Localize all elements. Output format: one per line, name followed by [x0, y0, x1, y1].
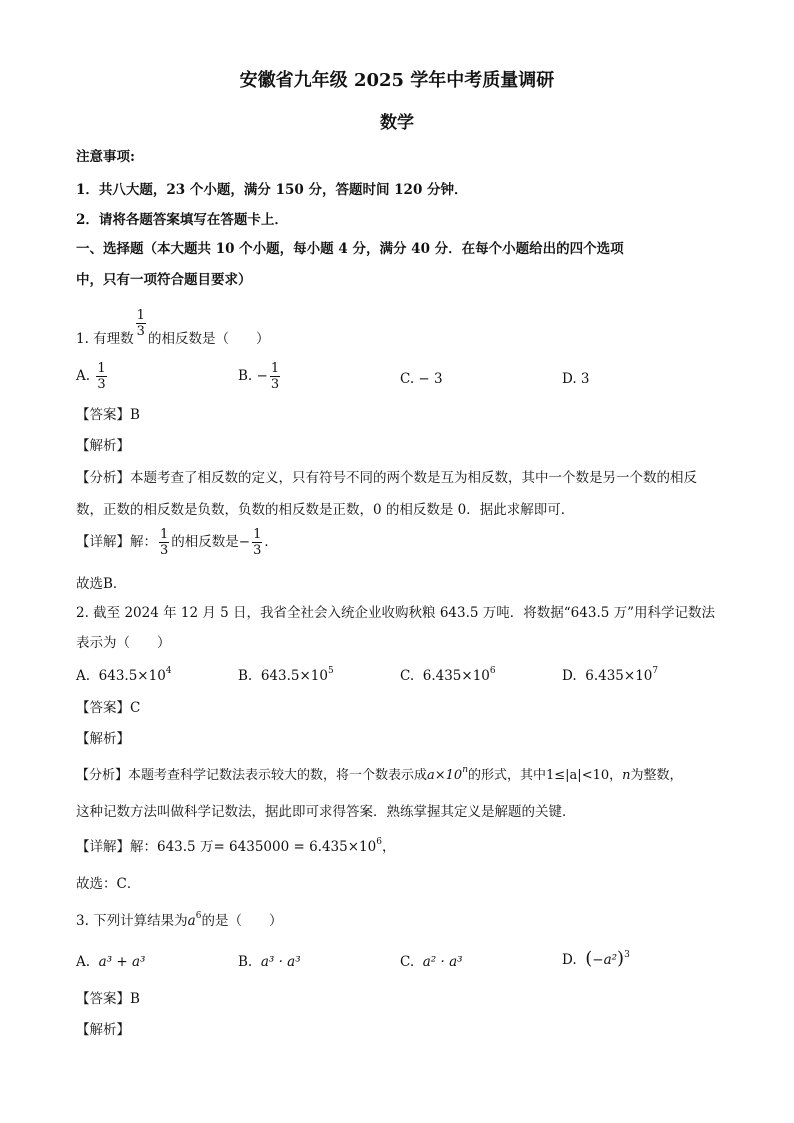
question-3-option-a: A. a³ + a³ [76, 954, 146, 970]
section-heading-line-1: 一、选择题（本大题共 10 个小题，每小题 4 分，满分 40 分．在每个小题给出的四个选项 [76, 241, 624, 257]
question-1-detail: 【详解】解： $\frac{1}{3}$ 的相反数是− $\frac{1}{3}$ ． [76, 527, 278, 558]
question-2-detail: 【详解】解：643.5 万= $6435000 = 6.435\times 10^6$， [76, 837, 396, 855]
question-1-analysis-line-2: 数，正数的相反数是负数，负数的相反数是正数，0 的相反数是 0．据此求解即可． [76, 502, 575, 518]
section-heading-line-2: 中，只有一项符合题目要求） [76, 272, 252, 288]
question-2-option-a: A. $643.5\times 10^4$ [76, 666, 172, 684]
question-1-suffix: 的相反数是（ ） [147, 331, 270, 347]
question-3-answer: 【答案】B [76, 991, 140, 1007]
question-2-option-d: D. $6.435\times 10^7$ [562, 666, 659, 684]
question-1-analysis-line-1: 【分析】本题考查了相反数的定义，只有符号不同的两个数是互为相反数，其中一个数是另一个数的相反 [76, 470, 697, 486]
question-1-prefix: 1. 有理数 [76, 331, 134, 347]
question-1-option-b: B. − $\frac{1}{3}$ [238, 361, 280, 392]
question-2-stem-line-2: 表示为（ ） [76, 635, 171, 651]
question-3-analysis-label: 【解析】 [76, 1022, 130, 1038]
question-2-analysis-label: 【解析】 [76, 731, 130, 747]
question-2-analysis-line-2: 这种记数方法叫做科学记数法，据此即可求得答案．熟练掌握其定义是解题的关键． [76, 804, 576, 820]
question-3-option-d: D. $(-a^2)^3$ [562, 948, 630, 969]
subject-title: 数学 [380, 113, 414, 133]
question-3-stem: 3. 下列计算结果为$a^6$的是（ ） [76, 911, 283, 929]
question-1-analysis-label: 【解析】 [76, 438, 130, 454]
question-1-choice: 故选B． [76, 576, 127, 592]
notice-heading: 注意事项: [76, 149, 135, 165]
question-2-stem-line-1: 2. 截至 2024 年 12 月 5 日，我省全社会入统企业收购秋粮 643.5 万吨．将数据“643.5 万”用科学记数法 [76, 605, 716, 621]
question-3-option-b: B. a³ · a³ [238, 954, 301, 970]
question-1-option-c: C. − 3 [400, 371, 443, 387]
question-2-option-b: B. $643.5\times 10^5$ [238, 666, 334, 684]
question-2-answer: 【答案】C [76, 700, 141, 716]
notice-item-2: 2．请将各题答案填写在答题卡上． [76, 212, 288, 228]
question-3-option-c: C. a² · a³ [400, 954, 463, 970]
question-1-fraction: $\frac{1}{3}$ [136, 308, 145, 339]
question-1-stem [76, 308, 269, 348]
document-title: 安徽省九年级 2025 学年中考质量调研 [239, 70, 555, 91]
notice-item-1: 1．共八大题，23 个小题，满分 150 分，答题时间 120 分钟． [76, 182, 468, 198]
question-1-answer: 【答案】B [76, 407, 140, 423]
question-1-option-a: A. $\frac{1}{3}$ [76, 361, 106, 392]
question-1-option-d: D. 3 [562, 371, 590, 387]
question-2-option-c: C. $6.435\times 10^6$ [400, 666, 496, 684]
question-2-choice: 故选：C． [76, 876, 141, 892]
question-2-analysis-line-1: 【分析】本题考查科学记数法表示较大的数，将一个数表示成$a\times 10^n$的形式，其中1≤|a|<10，n为整数， [76, 765, 683, 783]
